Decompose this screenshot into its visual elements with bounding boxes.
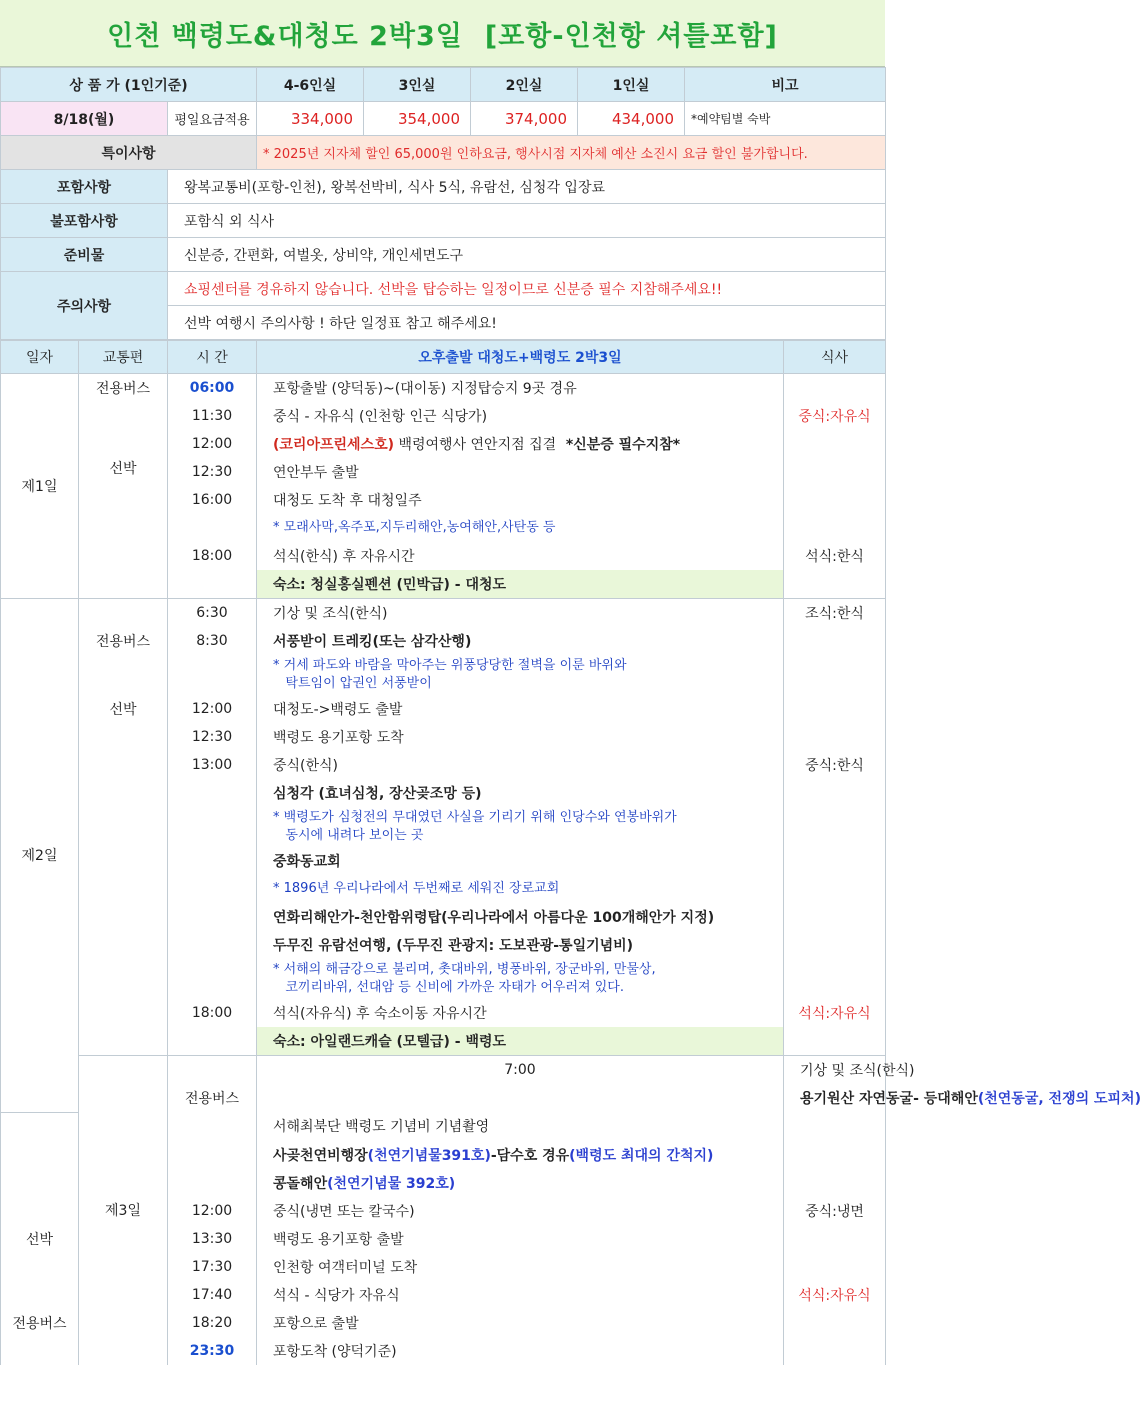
day3-desc-10: 포항으로 출발	[257, 1309, 784, 1337]
day3-desc-5	[257, 1169, 784, 1197]
price-info-table	[0, 67, 886, 340]
day3-transport-empty-1	[168, 1056, 257, 1085]
price-value-3: 354,000	[364, 102, 471, 136]
included-label: 포함사항	[1, 170, 168, 204]
price-value-4-6: 334,000	[257, 102, 364, 136]
day1-transport-bus: 전용버스	[79, 374, 168, 403]
day3-desc-7: 백령도 용기포항 출발	[257, 1225, 784, 1253]
day2-note-2a: * 백령도가 심청전의 무대였던 사실을 기리기 위해 인당수와 연봉바위가	[273, 810, 677, 825]
day1-row-1	[1, 374, 886, 403]
day3-meal-7	[784, 1225, 886, 1253]
price-col-remark: 비고	[685, 68, 886, 102]
price-row	[1, 102, 886, 136]
price-value-1: 434,000	[578, 102, 685, 136]
day2-note-4	[257, 959, 784, 999]
day2-row-9	[1, 847, 886, 875]
day3-desc-2	[784, 1084, 1141, 1112]
header-transport: 교통편	[79, 341, 168, 374]
day3-desc-4	[257, 1141, 784, 1169]
schedule-header-row	[1, 341, 886, 374]
day2-meal-2	[784, 627, 886, 655]
price-remark: *예약팀별 숙박	[685, 102, 886, 136]
day3-transport-empty-3	[1, 1141, 79, 1169]
day2-desc-7: 심청각 (효녀심청, 장산곶조망 등)	[257, 779, 784, 807]
header-meal: 식사	[784, 341, 886, 374]
day2-desc-12: 두무진 유람선여행, (두무진 관광지: 도보관광-통일기념비)	[257, 931, 784, 959]
day2-transport-empty-6	[79, 807, 168, 847]
day2-row-15	[1, 1027, 886, 1056]
day1-meal-1	[784, 374, 886, 403]
day2-desc-6: 중식(한식)	[257, 751, 784, 779]
prep-row	[1, 238, 886, 272]
day3-time-5	[168, 1169, 257, 1197]
title-sub: [포항-인천항 셔틀포함]	[484, 20, 778, 52]
day1-meal-2: 중식:자유식	[784, 402, 886, 430]
day2-meal-15	[784, 1027, 886, 1056]
day2-time-14: 18:00	[168, 999, 257, 1027]
day2-note-1	[257, 655, 784, 695]
day3-lake: -담수호 경유	[490, 1147, 570, 1164]
day2-lodge: 숙소: 아일랜드캐슬 (모텔급) - 백령도	[257, 1027, 784, 1056]
day2-time-6: 13:00	[168, 751, 257, 779]
day3-time-6: 12:00	[168, 1197, 257, 1225]
day1-note-1: * 모래사막,옥주포,지두리해안,농여해안,사탄동 등	[257, 514, 784, 542]
day2-row-4	[1, 695, 886, 723]
day2-transport-empty-10	[79, 931, 168, 959]
price-col-2: 2인실	[471, 68, 578, 102]
price-value-2: 374,000	[471, 102, 578, 136]
excluded-label: 불포함사항	[1, 204, 168, 238]
day3-time-10: 18:20	[168, 1309, 257, 1337]
day3-time-7: 13:30	[168, 1225, 257, 1253]
day3-transport-empty-5	[1, 1197, 79, 1225]
schedule-table	[0, 340, 1141, 1365]
day2-desc-5: 백령도 용기포항 도착	[257, 723, 784, 751]
special-label: 특이사항	[1, 136, 257, 170]
day2-time-1: 6:30	[168, 599, 257, 628]
header-time: 시 간	[168, 341, 257, 374]
day2-note-2b: 동시에 내려다 보이는 곳	[273, 828, 424, 843]
day2-time-9	[168, 847, 257, 875]
day2-row-5	[1, 723, 886, 751]
day1-meal-3	[784, 430, 886, 458]
day2-note-1b: 탁트임이 압권인 서풍받이	[273, 676, 432, 691]
day3-airfield-note: (천연기념물391호)	[367, 1147, 491, 1164]
day3-meal-11	[784, 1337, 886, 1365]
day1-desc-1: 포항출발 (양덕동)~(대이동) 지정탑승지 9곳 경유	[257, 374, 784, 403]
day2-transport-empty-7	[79, 847, 168, 875]
price-date: 8/18(월)	[1, 102, 168, 136]
prep-text: 신분증, 간편화, 여벌옷, 상비약, 개인세면도구	[168, 238, 886, 272]
day2-row-7	[1, 779, 886, 807]
day2-meal-3	[784, 655, 886, 695]
day3-meal-9: 석식:자유식	[784, 1281, 886, 1309]
day1-meal-6	[784, 514, 886, 542]
day2-meal-10	[784, 875, 886, 903]
day2-time-7	[168, 779, 257, 807]
special-text: * 2025년 지자체 할인 65,000원 인하요금, 행사시점 지자체 예산 소진시 요금 할인 불가합니다.	[257, 136, 886, 170]
day2-meal-11	[784, 903, 886, 931]
day1-meal-5	[784, 486, 886, 514]
day1-meet-point: 백령여행사 연안지점 집결	[394, 437, 557, 453]
day2-meal-6: 중식:한식	[784, 751, 886, 779]
day1-id-required: *신분증 필수지참*	[556, 437, 681, 453]
day2-row-14	[1, 999, 886, 1027]
caution-label: 주의사항	[1, 272, 168, 340]
day2-time-10	[168, 875, 257, 903]
day1-time-7: 18:00	[168, 542, 257, 570]
day3-time-1: 7:00	[257, 1056, 784, 1085]
day2-desc-14: 석식(자유식) 후 숙소이동 자유시간	[257, 999, 784, 1027]
header-day: 일자	[1, 341, 79, 374]
day2-label: 제2일	[1, 599, 79, 1113]
day2-time-13	[168, 959, 257, 999]
day2-time-4: 12:00	[168, 695, 257, 723]
day1-desc-7: 석식(한식) 후 자유시간	[257, 542, 784, 570]
day3-cave-note: (천연동굴, 전쟁의 도피처)	[977, 1091, 1141, 1107]
day2-row-1	[1, 599, 886, 628]
day3-lake-note: (백령도 최대의 간척지)	[569, 1147, 714, 1164]
day3-row-1	[1, 1056, 886, 1085]
day3-time-8: 17:30	[168, 1253, 257, 1281]
day2-row-8	[1, 807, 886, 847]
day3-transport-bus-2: 전용버스	[1, 1309, 79, 1337]
day2-transport-empty-9	[79, 903, 168, 931]
day3-airfield: 사곶천연비행장	[273, 1147, 368, 1164]
day2-desc-9: 중화동교회	[257, 847, 784, 875]
day2-row-2	[1, 627, 886, 655]
title-main: 인천 백령도&대청도 2박3일	[107, 20, 463, 52]
day1-row-8	[1, 570, 886, 599]
header-title: 오후출발 대청도+백령도 2박3일	[257, 341, 784, 374]
day3-desc-1: 기상 및 조식(한식)	[784, 1056, 886, 1085]
day2-note-3: * 1896년 우리나라에서 두번째로 세워진 장로교회	[257, 875, 784, 903]
day2-row-11	[1, 903, 886, 931]
included-row	[1, 170, 886, 204]
day3-meal-10	[784, 1309, 886, 1337]
day2-meal-1: 조식:한식	[784, 599, 886, 628]
day2-transport-empty-11	[79, 959, 168, 999]
day2-note-4a: * 서해의 해금강으로 불리며, 촛대바위, 병풍바위, 장군바위, 만물상,	[273, 962, 656, 977]
day2-row-12	[1, 931, 886, 959]
price-header-label: 상 품 가 (1인기준)	[1, 68, 257, 102]
day3-time-11: 23:30	[168, 1337, 257, 1365]
day1-transport-ship: 선박	[79, 402, 168, 570]
caution-row-1	[1, 272, 886, 306]
day3-transport-bus: 전용버스	[168, 1084, 257, 1112]
day2-transport-empty-5	[79, 779, 168, 807]
day1-time-8	[168, 570, 257, 599]
day2-meal-9	[784, 847, 886, 875]
day1-meal-7: 석식:한식	[784, 542, 886, 570]
day3-desc-8: 인천항 여객터미널 도착	[257, 1253, 784, 1281]
day3-cave: 용기원산 자연동굴- 등대해안	[800, 1091, 978, 1107]
day3-label: 제3일	[79, 1056, 168, 1365]
day1-desc-3	[257, 430, 784, 458]
day2-note-2	[257, 807, 784, 847]
day2-transport-empty-8	[79, 875, 168, 903]
day3-transport-empty-6	[1, 1253, 79, 1281]
day1-label: 제1일	[1, 374, 79, 599]
day2-transport-empty-2	[79, 655, 168, 695]
day3-desc-3: 서해최북단 백령도 기념비 기념촬영	[257, 1112, 784, 1141]
day3-meal-5	[784, 1169, 886, 1197]
day3-transport-empty-7	[1, 1281, 79, 1309]
day3-time-4	[168, 1141, 257, 1169]
prep-label: 준비물	[1, 238, 168, 272]
day1-time-2: 11:30	[168, 402, 257, 430]
day3-transport-ship: 선박	[1, 1225, 79, 1253]
day3-desc-11: 포항도착 (양덕기준)	[257, 1337, 784, 1365]
day1-meal-8	[784, 570, 886, 599]
caution-line-2: 선박 여행시 주의사항 ! 하단 일정표 참고 해주세요!	[168, 306, 886, 340]
price-header-row	[1, 68, 886, 102]
day2-desc-4: 대청도->백령도 출발	[257, 695, 784, 723]
day2-transport-ship: 선박	[79, 695, 168, 723]
day1-time-4: 12:30	[168, 458, 257, 486]
day2-meal-5	[784, 723, 886, 751]
day2-meal-4	[784, 695, 886, 723]
day1-row-2	[1, 402, 886, 430]
excluded-row	[1, 204, 886, 238]
day2-time-5: 12:30	[168, 723, 257, 751]
day2-time-11	[168, 903, 257, 931]
day3-desc-9: 석식 - 식당가 자유식	[257, 1281, 784, 1309]
day2-meal-14: 석식:자유식	[784, 999, 886, 1027]
day3-transport-empty-4	[1, 1169, 79, 1197]
day2-time-2: 8:30	[168, 627, 257, 655]
day1-time-3: 12:00	[168, 430, 257, 458]
day2-time-12	[168, 931, 257, 959]
day1-lodge: 숙소: 청실홍실펜션 (민박급) - 대청도	[257, 570, 784, 599]
price-type: 평일요금적용	[168, 102, 257, 136]
day1-desc-5: 대청도 도착 후 대청일주	[257, 486, 784, 514]
day2-transport-empty-13	[79, 1027, 168, 1056]
page-title	[0, 0, 885, 67]
day3-transport-empty-2	[1, 1112, 79, 1141]
day1-desc-4: 연안부두 출발	[257, 458, 784, 486]
day2-desc-1: 기상 및 조식(한식)	[257, 599, 784, 628]
day2-meal-7	[784, 779, 886, 807]
day2-time-15	[168, 1027, 257, 1056]
day2-desc-2: 서풍받이 트레킹(또는 삼각산행)	[257, 627, 784, 655]
included-text: 왕복교통비(포항-인천), 왕복선박비, 식사 5식, 유람선, 심청각 입장료	[168, 170, 886, 204]
day2-note-1a: * 거세 파도와 바람을 막아주는 위풍당당한 절벽을 이룬 바위와	[273, 658, 627, 673]
day3-meal-3	[784, 1112, 886, 1141]
day2-transport-empty-1	[79, 599, 168, 628]
day3-beach: 콩돌해안	[273, 1175, 328, 1192]
day3-time-2	[257, 1084, 784, 1112]
day3-time-3	[168, 1112, 257, 1141]
caution-line-1: 쇼핑센터를 경유하지 않습니다. 선박을 탑승하는 일정이므로 신분증 필수 지참해주세요!!	[168, 272, 886, 306]
day1-time-1: 06:00	[168, 374, 257, 403]
day2-transport-bus: 전용버스	[79, 627, 168, 655]
excluded-text: 포함식 외 식사	[168, 204, 886, 238]
day2-transport-empty-12	[79, 999, 168, 1027]
day2-meal-8	[784, 807, 886, 847]
day3-beach-note: (천연기념물 392호)	[327, 1175, 456, 1192]
day1-ship-name: (코리아프린세스호)	[273, 437, 394, 453]
day1-time-6	[168, 514, 257, 542]
special-row	[1, 136, 886, 170]
day1-time-5: 16:00	[168, 486, 257, 514]
price-col-3: 3인실	[364, 68, 471, 102]
day2-transport-empty-3	[79, 723, 168, 751]
price-col-4-6: 4-6인실	[257, 68, 364, 102]
day2-row-3	[1, 655, 886, 695]
day2-meal-13	[784, 959, 886, 999]
day2-transport-empty-4	[79, 751, 168, 779]
day3-meal-4	[784, 1141, 886, 1169]
day2-meal-12	[784, 931, 886, 959]
day3-transport-empty-8	[1, 1337, 79, 1365]
day1-desc-2: 중식 - 자유식 (인천항 인근 식당가)	[257, 402, 784, 430]
day2-desc-11: 연화리해안가-천안함위령탑(우리나라에서 아름다운 100개해안가 지정)	[257, 903, 784, 931]
day2-time-8	[168, 807, 257, 847]
day2-time-3	[168, 655, 257, 695]
day3-time-9: 17:40	[168, 1281, 257, 1309]
day3-desc-6: 중식(냉면 또는 칼국수)	[257, 1197, 784, 1225]
day2-row-10	[1, 875, 886, 903]
day2-note-4b: 코끼리바위, 선대암 등 신비에 가까운 자태가 어우러져 있다.	[273, 980, 624, 995]
day1-transport-empty	[79, 570, 168, 599]
day2-row-13	[1, 959, 886, 999]
day1-meal-4	[784, 458, 886, 486]
day3-meal-6: 중식:냉면	[784, 1197, 886, 1225]
day2-row-6	[1, 751, 886, 779]
price-col-1: 1인실	[578, 68, 685, 102]
day3-meal-8	[784, 1253, 886, 1281]
